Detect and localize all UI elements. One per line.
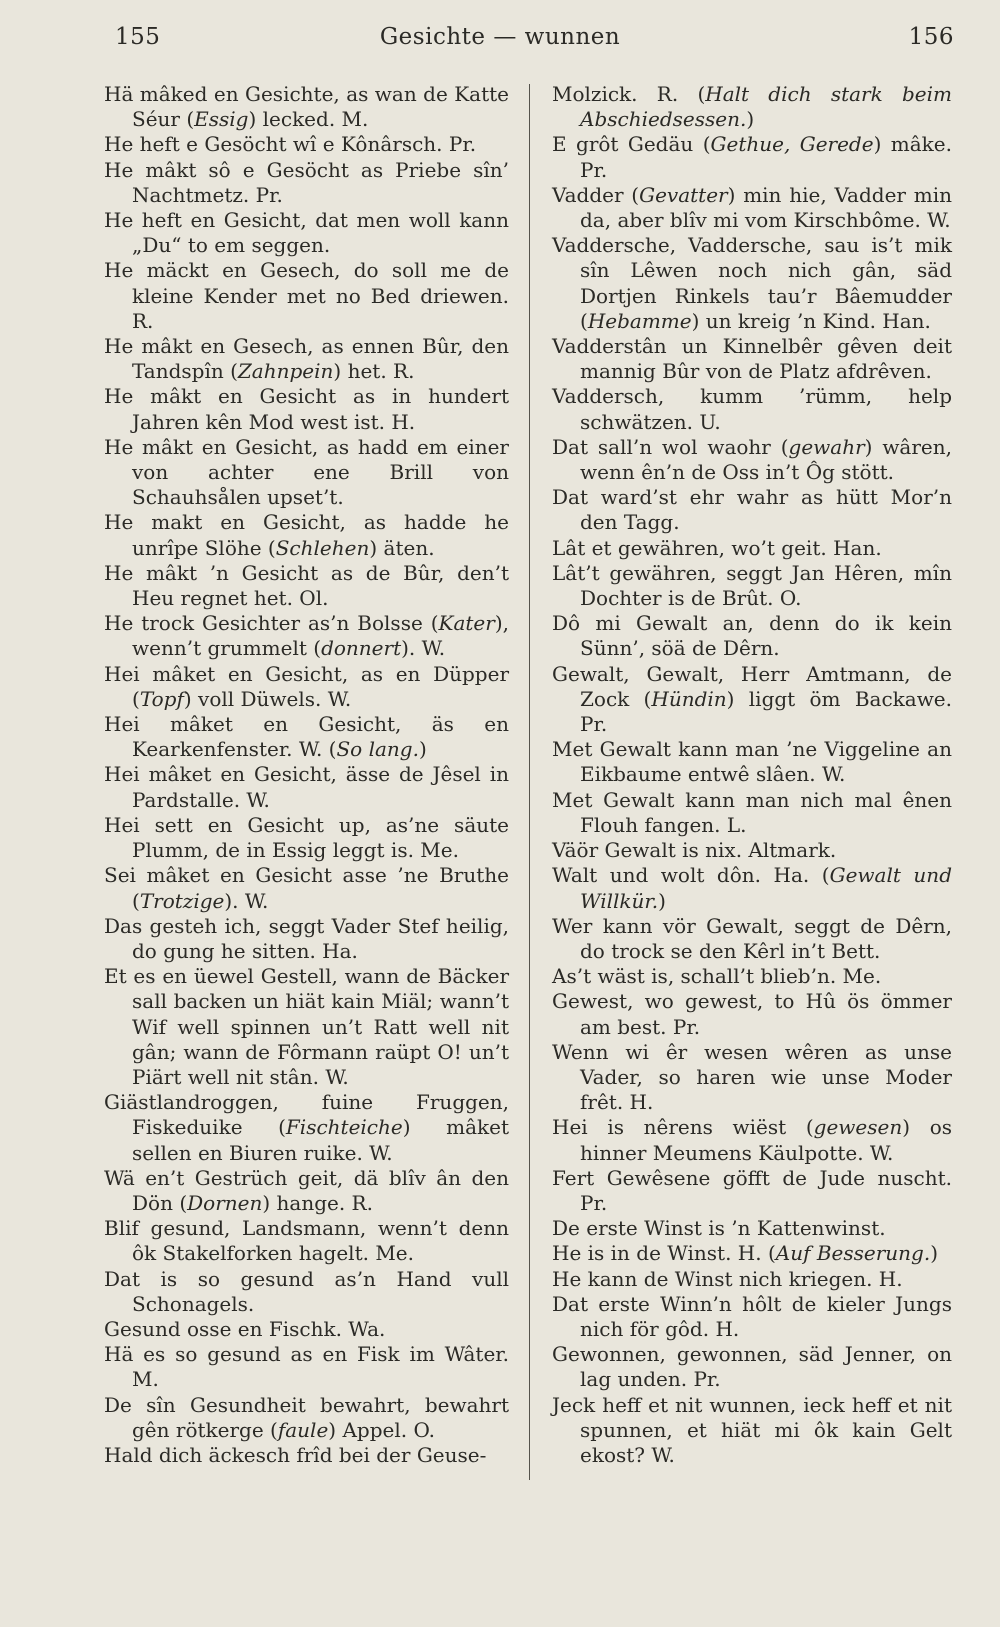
italic-gloss: Gewalt und Willkür. <box>580 863 952 913</box>
italic-gloss: Hebamme <box>587 308 692 333</box>
italic-gloss: Gethue, Gerede <box>710 132 874 157</box>
proverb-entry: Gewest, wo gewest, to Hû ös ömmer am best. Pr. <box>552 989 952 1039</box>
proverb-entry: He mâkt en Gesicht as in hundert Jahren kên Mod west ist. H. <box>104 384 509 434</box>
proverb-entry: Dat is so gesund as’n Hand vull Schonagels. <box>104 1266 509 1316</box>
proverb-entry: E grôt Gedäu (Gethue, Gerede) mâke. Pr. <box>552 132 952 182</box>
proverb-entry: Fert Gewêsene göfft de Jude nuscht. Pr. <box>552 1165 952 1215</box>
running-title: Gesichte — wunnen <box>379 24 621 50</box>
proverb-entry: He mäckt en Gesech, do soll me de kleine Kender met no Bed driewen. R. <box>104 258 509 333</box>
italic-gloss: Halt dich stark beim Abschiedsessen. <box>580 82 952 132</box>
proverb-entry: Met Gewalt kann man nich mal ênen Flouh fangen. L. <box>552 787 952 837</box>
proverb-entry: Vadderstân un Kinnelbêr gêven deit mannig Bûr von de Platz afdrêven. <box>552 334 952 384</box>
proverb-entry: Lât et gewähren, wo’t geit. Han. <box>552 535 882 560</box>
proverb-entry: Walt und wolt dôn. Ha. (Gewalt und Willkür.) <box>552 863 952 913</box>
proverb-entry: Gesund osse en Fischk. Wa. <box>104 1316 386 1341</box>
proverb-entry: Hä mâked en Gesichte, as wan de Katte Séur (Essig) lecked. M. <box>104 82 509 132</box>
italic-gloss: faule <box>277 1417 329 1442</box>
proverb-entry: Wä en’t Gestrüch geit, dä blîv ân den Dön (Dornen) hange. R. <box>104 1165 509 1215</box>
proverb-entry: Vadder (Gevatter) min hie, Vadder min da, aber blîv mi vom Kirschbôme. W. <box>552 182 952 233</box>
italic-gloss: Kater <box>438 611 495 636</box>
proverb-entry: Molzick. R. (Halt dich stark beim Abschiedsessen.) <box>552 82 952 132</box>
italic-gloss: Schlehen <box>275 535 370 560</box>
column-divider <box>529 84 530 1480</box>
proverb-entry: Sei mâket en Gesicht asse ’ne Bruthe (Trotzige). W. <box>104 863 509 913</box>
proverb-entry: Dat erste Winn’n hôlt de kieler Jungs nich för gôd. H. <box>552 1291 952 1341</box>
proverb-entry: Väör Gewalt is nix. Altmark. <box>552 838 837 863</box>
italic-gloss: Dornen <box>187 1190 263 1215</box>
italic-gloss: Topf <box>139 686 184 711</box>
proverb-entry: De sîn Gesundheit bewahrt, bewahrt gên rötkerge (faule) Appel. O. <box>104 1392 509 1442</box>
proverb-entry: He is in de Winst. H. (Auf Besserung.) <box>552 1241 939 1266</box>
italic-gloss: gewahr <box>788 434 865 459</box>
proverb-entry: Lât’t gewähren, seggt Jan Hêren, mîn Dochter is de Brût. O. <box>552 560 952 611</box>
proverb-entry: Gewalt, Gewalt, Herr Amtmann, de Zock (Hündin) liggt öm Backawe. Pr. <box>552 661 953 737</box>
proverb-entry: Dat sall’n wol waohr (gewahr) wâren, wenn ên’n de Oss in’t Ôg stött. <box>552 434 952 485</box>
proverb-entry: Met Gewalt kann man ’ne Viggeline an Eikbaume entwê slâen. W. <box>552 737 952 787</box>
proverb-entry: Wenn wi êr wesen wêren as unse Vader, so haren wie unse Moder frêt. H. <box>552 1039 952 1115</box>
proverb-entry: He heft en Gesicht, dat men woll kann „Du“ to em seggen. <box>104 208 509 258</box>
proverb-entry: Jeck heff et nit wunnen, ieck heff et nit spunnen, et hiät mi ôk kain Gelt ekost? W. <box>552 1392 952 1467</box>
proverb-entry: Hei mâket en Gesicht, äs en Kearkenfenster. W. (So lang.) <box>104 712 509 762</box>
italic-gloss: Zahnpein <box>237 359 334 384</box>
proverb-entry: Gewonnen, gewonnen, säd Jenner, on lag unden. Pr. <box>552 1342 952 1392</box>
proverb-entry: Hä es so gesund as en Fisk im Wâter. M. <box>104 1342 509 1392</box>
proverb-entry: Wer kann vör Gewalt, seggt de Dêrn, do trock se den Kêrl in’t Bett. <box>552 913 952 963</box>
proverb-entry: Hei sett en Gesicht up, as’ne säute Plumm, de in Essig leggt is. Me. <box>104 812 509 863</box>
italic-gloss: Hündin <box>651 686 727 711</box>
proverb-entry: He mâkt en Gesicht, as hadd em einer von achter ene Brill von Schauhsålen upset’t. <box>104 434 509 510</box>
proverb-entry: He kann de Winst nich kriegen. H. <box>552 1266 903 1291</box>
proverb-entry: He makt en Gesicht, as hadde he unrîpe Slöhe (Schlehen) äten. <box>104 510 509 560</box>
proverb-entry: Hei mâket en Gesicht, as en Düpper (Topf) voll Düwels. W. <box>104 661 509 711</box>
proverb-entry: Hald dich äckesch frîd bei der Geuse- <box>104 1442 487 1467</box>
right-column <box>552 82 952 1468</box>
italic-gloss: So lang. <box>336 737 419 762</box>
italic-gloss: Essig <box>194 107 249 132</box>
italic-gloss: Trotzige <box>139 888 225 913</box>
proverb-entry: He trock Gesichter as’n Bolsse (Kater), wenn’t grummelt (donnert). W. <box>104 611 509 661</box>
page-number-right: 156 <box>908 24 954 50</box>
proverb-entry: Giästlandroggen, fuine Fruggen, Fiskeduike (Fischteiche) mâket sellen en Biuren ruike. W. <box>104 1090 510 1165</box>
proverb-entry: Dat ward’st ehr wahr as hütt Mor’n den Tagg. <box>552 485 952 535</box>
proverb-entry: De erste Winst is ’n Kattenwinst. <box>552 1216 886 1241</box>
italic-gloss: Auf Besserung. <box>775 1241 931 1266</box>
proverb-entry: Hei mâket en Gesicht, ässe de Jêsel in Pardstalle. W. <box>104 762 509 812</box>
proverb-entry: He mâkt ’n Gesicht as de Bûr, den’t Heu regnet het. Ol. <box>104 560 509 611</box>
page-number-left: 155 <box>115 24 161 50</box>
italic-gloss: Fischteiche <box>285 1115 403 1140</box>
page-header <box>0 24 1000 60</box>
italic-gloss: gewesen <box>813 1115 903 1140</box>
proverb-entry: Dô mi Gewalt an, denn do ik kein Sünn’, söä de Dêrn. <box>552 611 952 661</box>
italic-gloss: donnert <box>321 636 402 661</box>
proverb-entry: Das gesteh ich, seggt Vader Stef heilig, do gung he sitten. Ha. <box>104 913 509 963</box>
left-column <box>104 82 509 1468</box>
proverb-entry: He mâkt sô e Gesöcht as Priebe sîn’ Nachtmetz. Pr. <box>104 157 509 207</box>
proverb-entry: As’t wäst is, schall’t blieb’n. Me. <box>552 964 882 989</box>
italic-gloss: Gevatter <box>639 182 728 207</box>
proverb-entry: Et es en üewel Gestell, wann de Bäcker sall backen un hiät kain Miäl; wann’t Wif well spinnen un’t Ratt well nit gân; wann de Fôrmann raüpt O! un’t Piärt well nit stân. W. <box>104 964 509 1089</box>
proverb-entry: Blif gesund, Landsmann, wenn’t denn ôk Stakelforken hagelt. Me. <box>104 1216 509 1266</box>
proverb-entry: Vaddersche, Vaddersche, sau is’t mik sîn Lêwen noch nich gân, säd Dortjen Rinkels tau’r Bâemudder (Hebamme) un kreig ’n Kind. Han. <box>552 233 952 333</box>
proverb-entry: Vaddersch, kumm ’rümm, help schwätzen. U. <box>552 384 952 434</box>
proverb-entry: He mâkt en Gesech, as ennen Bûr, den Tandspîn (Zahnpein) het. R. <box>104 334 509 384</box>
proverb-entry: He heft e Gesöcht wî e Kônârsch. Pr. <box>104 132 477 157</box>
proverb-entry: Hei is nêrens wiëst (gewesen) os hinner Meumens Käulpotte. W. <box>552 1115 952 1165</box>
